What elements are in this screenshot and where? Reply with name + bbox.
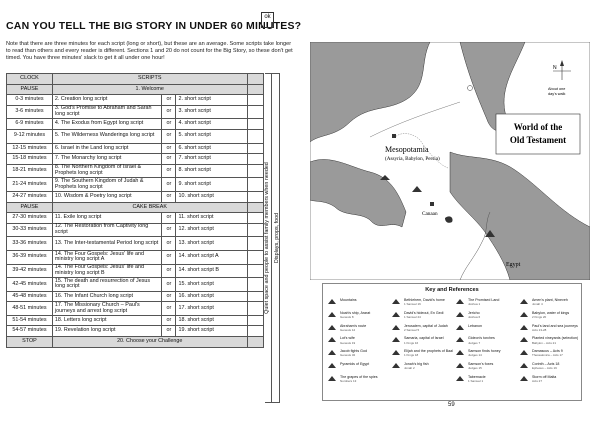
row-clock: 9-12 minutes bbox=[7, 129, 53, 143]
key-reference: Numbers 13 bbox=[340, 378, 357, 383]
sidebar-displays: Displays, props, food bbox=[271, 74, 282, 402]
key-symbol-icon bbox=[519, 324, 529, 331]
row-clock: 36-39 minutes bbox=[7, 250, 53, 264]
key-label: Corinth – Acts 18 bbox=[532, 361, 560, 366]
key-symbol-icon bbox=[391, 349, 401, 356]
key-label: Jonah's big fish bbox=[404, 361, 429, 366]
key-label: Mountains bbox=[340, 298, 357, 302]
row-clock: 33-36 minutes bbox=[7, 237, 53, 251]
row-clock: 51-54 minutes bbox=[7, 315, 53, 326]
row-clock: 54-57 minutes bbox=[7, 326, 53, 337]
key-symbol-icon bbox=[391, 324, 401, 331]
key-label: The grapes of the spies bbox=[340, 374, 378, 379]
key-symbol-icon bbox=[455, 349, 465, 356]
row-short-script: 3. short script bbox=[176, 105, 247, 119]
key-item bbox=[327, 336, 389, 349]
compass-north: N bbox=[553, 65, 557, 71]
row-or: or bbox=[162, 223, 176, 237]
ararat-icon bbox=[392, 134, 396, 138]
key-reference: 1 Kings 18 bbox=[404, 353, 419, 358]
header-scripts: SCRIPTS bbox=[52, 74, 247, 85]
key-item bbox=[519, 375, 581, 388]
table-band-row bbox=[7, 337, 264, 348]
key-symbol-icon bbox=[519, 298, 529, 305]
key-item bbox=[519, 362, 581, 375]
key-symbol-icon bbox=[455, 298, 465, 305]
key-symbol-icon bbox=[391, 336, 401, 343]
key-item bbox=[327, 375, 389, 388]
row-clock: 39-42 minutes bbox=[7, 264, 53, 278]
row-long-script: 6. Israel in the Land long script bbox=[52, 143, 161, 154]
page-number-right: 59 bbox=[448, 402, 455, 408]
key-symbol-icon bbox=[327, 362, 337, 369]
row-short-script: 2. short script bbox=[176, 95, 247, 106]
key-label: Babylon, water of kings bbox=[532, 310, 570, 315]
key-symbol-icon bbox=[519, 349, 529, 356]
table-row bbox=[7, 191, 264, 202]
key-item bbox=[327, 324, 389, 337]
notes-sidebar bbox=[265, 73, 280, 403]
band-text: 1. Welcome bbox=[52, 84, 247, 95]
key-item bbox=[455, 298, 517, 311]
row-short-script: 7. short script bbox=[176, 154, 247, 165]
key-label: Samson finds honey bbox=[468, 349, 501, 354]
row-long-script: 2. Creation long script bbox=[52, 95, 161, 106]
row-long-script: 16. The Infant Church long script bbox=[52, 291, 161, 302]
key-label: Lot's wife bbox=[340, 336, 355, 341]
key-symbol-icon bbox=[455, 336, 465, 343]
key-label: Gideon's torches bbox=[468, 336, 495, 341]
row-clock: 30-33 minutes bbox=[7, 223, 53, 237]
key-reference: Ephesus – Acts 19 bbox=[532, 366, 557, 371]
table-row bbox=[7, 105, 264, 119]
key-reference: Genesis 32 bbox=[340, 353, 356, 358]
map-title-line2: Old Testament bbox=[509, 135, 567, 145]
key-label: Lebanon bbox=[468, 323, 482, 328]
key-reference: Jonah 2 bbox=[404, 366, 415, 371]
key-symbol-icon bbox=[391, 311, 401, 318]
row-clock: 0-3 minutes bbox=[7, 95, 53, 106]
key-item bbox=[519, 298, 581, 311]
key-item bbox=[519, 349, 581, 362]
key-symbol-icon bbox=[391, 362, 401, 369]
row-short-script: 5. short script bbox=[176, 129, 247, 143]
row-long-script: 14. The Four Gospels: Jesus' life and ministry long script A bbox=[52, 250, 161, 264]
key-label: Noah's ship, Ararat bbox=[340, 310, 371, 315]
row-long-script: 10. Wisdom & Poetry long script bbox=[52, 191, 161, 202]
table-band-row bbox=[7, 84, 264, 95]
table-row bbox=[7, 178, 264, 192]
key-symbol-icon bbox=[327, 375, 337, 382]
row-clock: 42-45 minutes bbox=[7, 278, 53, 292]
key-reference: Jonah 4 bbox=[532, 302, 543, 307]
key-item bbox=[327, 298, 389, 311]
table-band-row bbox=[7, 202, 264, 213]
row-short-script: 4. short script bbox=[176, 119, 247, 130]
row-clock: 3-6 minutes bbox=[7, 105, 53, 119]
row-clock: 18-21 minutes bbox=[7, 164, 53, 178]
key-column bbox=[455, 298, 517, 388]
key-label: Samson's foxes bbox=[468, 361, 494, 366]
egypt-label: Egypt bbox=[506, 262, 521, 268]
key-column bbox=[391, 298, 453, 375]
header-clock: CLOCK bbox=[7, 74, 53, 85]
old-testament-map bbox=[310, 42, 590, 280]
key-reference: Joshua 6 bbox=[468, 315, 481, 319]
band-clock: PAUSE bbox=[7, 202, 53, 213]
key-symbol-icon bbox=[519, 336, 529, 343]
table-row bbox=[7, 237, 264, 251]
page-title: CAN YOU TELL THE BIG STORY IN UNDER 60 MINUTES? bbox=[6, 20, 302, 32]
row-or: or bbox=[162, 291, 176, 302]
table-row bbox=[7, 213, 264, 224]
key-item bbox=[519, 311, 581, 324]
table-row bbox=[7, 154, 264, 165]
row-short-script: 10. short script bbox=[176, 191, 247, 202]
table-row bbox=[7, 278, 264, 292]
row-or: or bbox=[162, 213, 176, 224]
band-text: CAKE BREAK bbox=[52, 202, 247, 213]
key-item bbox=[455, 375, 517, 388]
key-item bbox=[519, 336, 581, 349]
key-item bbox=[455, 324, 517, 337]
row-long-script: 14. The Four Gospels: Jesus' life and ministry long script B bbox=[52, 264, 161, 278]
sidebar-quiet-space: Quiet space and people to assist family members when needed bbox=[264, 162, 270, 314]
table-row bbox=[7, 223, 264, 237]
key-symbol-icon bbox=[455, 362, 465, 369]
key-item bbox=[391, 298, 453, 311]
key-item bbox=[391, 336, 453, 349]
table-row bbox=[7, 315, 264, 326]
key-reference: 2 Kings 20 bbox=[532, 315, 547, 319]
jerusalem-icon bbox=[430, 202, 434, 206]
key-symbol-icon bbox=[519, 311, 529, 318]
region-sub-label: (Assyria, Babylon, Persia) bbox=[385, 156, 440, 162]
key-reference: Genesis 12 bbox=[340, 327, 356, 332]
row-short-script: 17. short script bbox=[176, 302, 247, 316]
row-or: or bbox=[162, 302, 176, 316]
key-symbol-icon bbox=[391, 298, 401, 305]
row-long-script: 8. The Northern Kingdom of Israel & Prophets long script bbox=[52, 164, 161, 178]
ok-checkbox[interactable]: ok bbox=[261, 12, 274, 28]
row-or: or bbox=[162, 326, 176, 337]
band-clock: STOP bbox=[7, 337, 53, 348]
row-clock: 24-27 minutes bbox=[7, 191, 53, 202]
key-item bbox=[391, 349, 453, 362]
key-column bbox=[519, 298, 581, 388]
row-or: or bbox=[162, 143, 176, 154]
map-title-line1: World of the bbox=[513, 122, 563, 132]
row-or: or bbox=[162, 278, 176, 292]
table-header-row bbox=[7, 74, 264, 85]
row-clock: 27-30 minutes bbox=[7, 213, 53, 224]
row-or: or bbox=[162, 95, 176, 106]
key-item bbox=[455, 349, 517, 362]
key-symbol-icon bbox=[519, 375, 529, 382]
key-item bbox=[455, 362, 517, 375]
table-row bbox=[7, 119, 264, 130]
row-or: or bbox=[162, 178, 176, 192]
key-reference: 2 Samuel 5 bbox=[404, 327, 420, 332]
key-reference: Genesis 19 bbox=[340, 340, 356, 345]
key-symbol-icon bbox=[327, 311, 337, 318]
row-long-script: 15. The death and resurrection of Jesus long script bbox=[52, 278, 161, 292]
key-label: Jerusalem, capital of Judah bbox=[404, 323, 448, 328]
row-long-script: 5. The Wilderness Wanderings long script bbox=[52, 129, 161, 143]
key-reference: Joshua 1 bbox=[468, 302, 481, 307]
key-symbol-icon bbox=[327, 336, 337, 343]
key-item bbox=[455, 311, 517, 324]
table-row bbox=[7, 291, 264, 302]
key-item bbox=[327, 311, 389, 324]
key-label: Damascus – Acts 9 bbox=[532, 349, 563, 354]
table-row bbox=[7, 302, 264, 316]
row-long-script: 7. The Monarchy long script bbox=[52, 154, 161, 165]
scale-label-1: About one bbox=[548, 87, 566, 91]
key-symbol-icon bbox=[327, 349, 337, 356]
row-or: or bbox=[162, 315, 176, 326]
scale-label-2: day's walk bbox=[548, 92, 566, 96]
row-long-script: 3. God's Promise to Abraham and Sarah long script bbox=[52, 105, 161, 119]
row-or: or bbox=[162, 164, 176, 178]
key-symbol-icon bbox=[327, 324, 337, 331]
key-column bbox=[327, 298, 389, 388]
row-long-script: 17. The Missionary Church – Paul's journeys and arrest long script bbox=[52, 302, 161, 316]
row-clock: 48-51 minutes bbox=[7, 302, 53, 316]
key-label: Tabernacle bbox=[468, 374, 486, 379]
key-reference: Genesis 8 bbox=[340, 315, 354, 319]
key-reference: 1 Samuel 24 bbox=[404, 315, 421, 319]
table-row bbox=[7, 129, 264, 143]
row-or: or bbox=[162, 105, 176, 119]
row-long-script: 4. The Exodus from Egypt long script bbox=[52, 119, 161, 130]
key-label: Pyramids of Egypt bbox=[340, 361, 370, 366]
band-text: 20. Choose your Challenge bbox=[52, 337, 247, 348]
row-short-script: 16. short script bbox=[176, 291, 247, 302]
canaan-label: Canaan bbox=[422, 211, 438, 217]
row-long-script: 13. The Inter-testamental Period long script bbox=[52, 237, 161, 251]
row-long-script: 11. Exile long script bbox=[52, 213, 161, 224]
key-reference: Acts 27 bbox=[532, 378, 543, 383]
key-symbol-icon bbox=[519, 362, 529, 369]
key-symbol-icon bbox=[455, 375, 465, 382]
schedule-table bbox=[6, 73, 264, 348]
row-clock: 45-48 minutes bbox=[7, 291, 53, 302]
key-reference: Babylon – Acts 21 bbox=[532, 340, 557, 345]
row-or: or bbox=[162, 250, 176, 264]
key-label: David's hideout, En Gedi bbox=[404, 310, 444, 315]
key-and-references bbox=[322, 283, 582, 401]
table-row bbox=[7, 95, 264, 106]
table-row bbox=[7, 326, 264, 337]
key-label: The Promised Land bbox=[468, 298, 500, 302]
key-item bbox=[391, 324, 453, 337]
key-label: Planted vineyards (selection) bbox=[532, 336, 579, 341]
key-reference: Thessalonica – Acts 17 bbox=[532, 353, 563, 358]
row-short-script: 6. short script bbox=[176, 143, 247, 154]
row-short-script: 14. short script A bbox=[176, 250, 247, 264]
row-clock: 15-18 minutes bbox=[7, 154, 53, 165]
band-clock: PAUSE bbox=[7, 84, 53, 95]
intro-paragraph: Note that there are three minutes for each script (long or short), but these are an average. Some scripts take longer to read than others and every reader is different. Sections 1 and 20 do not count for the Big Story, so these don't get timed. You have three minutes' slack to get it all under one hour! bbox=[6, 41, 293, 61]
row-short-script: 14. short script B bbox=[176, 264, 247, 278]
table-row bbox=[7, 250, 264, 264]
row-short-script: 9. short script bbox=[176, 178, 247, 192]
table-row bbox=[7, 164, 264, 178]
key-reference: Judges 15 bbox=[468, 366, 482, 371]
row-or: or bbox=[162, 129, 176, 143]
row-short-script: 11. short script bbox=[176, 213, 247, 224]
row-or: or bbox=[162, 119, 176, 130]
row-long-script: 9. The Southern Kingdom of Judah & Prophets long script bbox=[52, 178, 161, 192]
key-label: Abraham's route bbox=[340, 323, 367, 328]
key-symbol-icon bbox=[455, 324, 465, 331]
table-row bbox=[7, 264, 264, 278]
key-label: Samaria, capital of Israel bbox=[404, 336, 444, 341]
key-reference: 1 Samuel 16 bbox=[404, 302, 421, 307]
key-title: Key and References bbox=[425, 287, 479, 293]
row-long-script: 18. Letters long script bbox=[52, 315, 161, 326]
key-item bbox=[327, 362, 389, 375]
row-short-script: 12. short script bbox=[176, 223, 247, 237]
key-item bbox=[519, 324, 581, 337]
key-reference: 1 Kings 16 bbox=[404, 340, 419, 345]
row-short-script: 8. short script bbox=[176, 164, 247, 178]
key-symbol-icon bbox=[455, 311, 465, 318]
key-item bbox=[391, 311, 453, 324]
key-item bbox=[455, 336, 517, 349]
key-reference: 1 Samuel 1 bbox=[468, 378, 484, 383]
row-short-script: 15. short script bbox=[176, 278, 247, 292]
row-clock: 6-9 minutes bbox=[7, 119, 53, 130]
row-short-script: 19. short script bbox=[176, 326, 247, 337]
key-label: Jericho bbox=[468, 310, 480, 315]
key-label: Amen's plant, Nineveh bbox=[532, 298, 568, 302]
row-or: or bbox=[162, 264, 176, 278]
row-clock: 21-24 minutes bbox=[7, 178, 53, 192]
row-or: or bbox=[162, 237, 176, 251]
key-item bbox=[391, 362, 453, 375]
key-label: Paul's land and sea journeys bbox=[532, 323, 578, 328]
key-label: Storm off Malta bbox=[532, 374, 557, 379]
row-short-script: 18. short script bbox=[176, 315, 247, 326]
row-or: or bbox=[162, 191, 176, 202]
key-label: Jacob fights God bbox=[340, 349, 367, 354]
key-label: Elijah and the prophets of Baal bbox=[404, 349, 453, 354]
map-title-box bbox=[496, 114, 580, 154]
key-label: Bethlehem, David's home bbox=[404, 298, 445, 302]
key-reference: Acts 13-28 bbox=[532, 327, 547, 332]
row-short-script: 13. short script bbox=[176, 237, 247, 251]
region-label: Mesopotamia bbox=[385, 145, 429, 154]
table-row bbox=[7, 143, 264, 154]
key-symbol-icon bbox=[327, 298, 337, 305]
key-reference: Judges 7 bbox=[468, 340, 481, 345]
row-long-script: 12. The Restoration from Captivity long script bbox=[52, 223, 161, 237]
row-long-script: 19. Revelation long script bbox=[52, 326, 161, 337]
row-or: or bbox=[162, 154, 176, 165]
key-reference: Judges 14 bbox=[468, 353, 482, 358]
row-clock: 12-15 minutes bbox=[7, 143, 53, 154]
key-item bbox=[327, 349, 389, 362]
